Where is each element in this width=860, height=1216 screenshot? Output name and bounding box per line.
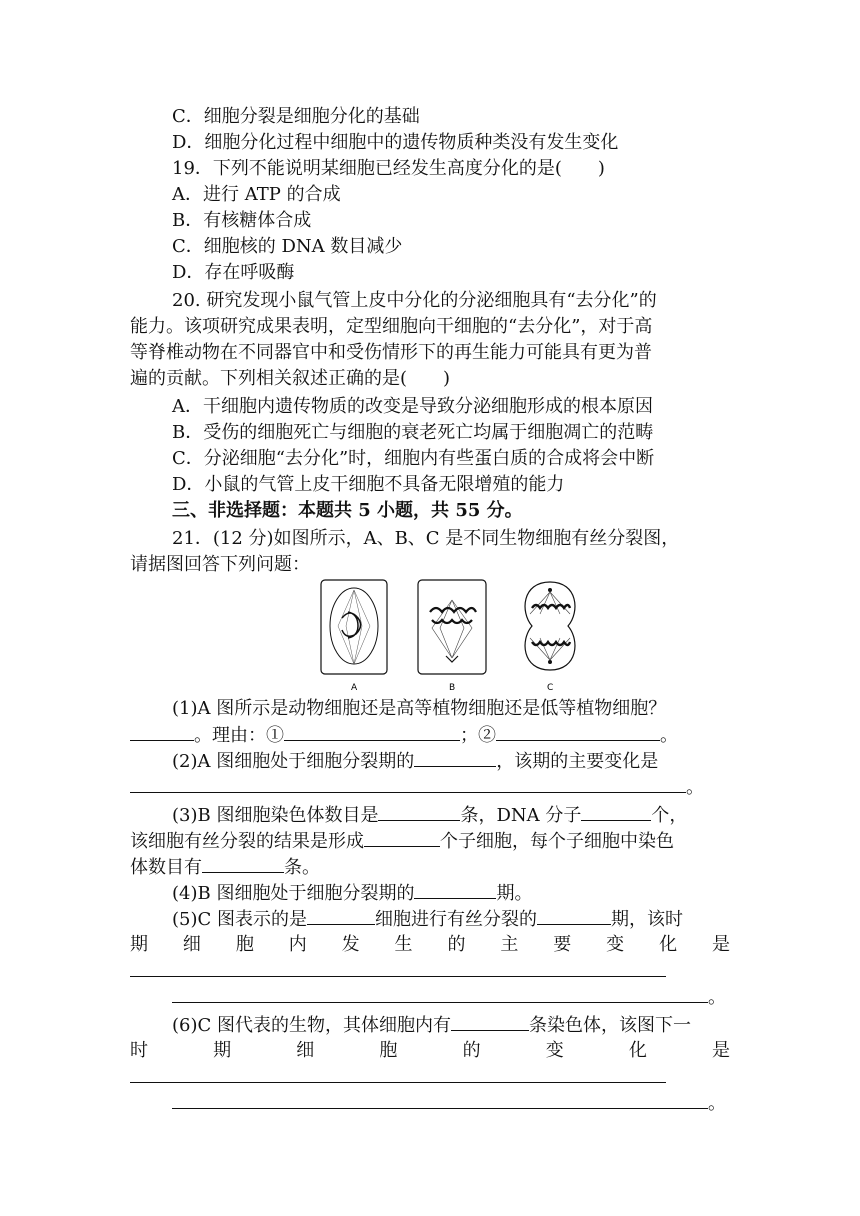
answer-blank[interactable]	[172, 1090, 708, 1109]
q21-part6-answer-line1	[130, 1064, 730, 1091]
q21-part5-question: (5)C 图表示的是 细胞进行有丝分裂的 期，该时	[172, 906, 730, 933]
answer-blank[interactable]	[378, 802, 460, 821]
q21-part1-question: (1)A 图所示是动物细胞还是高等植物细胞还是低等植物细胞？	[172, 698, 667, 719]
q19-stem: 19．下列不能说明某细胞已经发生高度分化的是( )	[172, 158, 605, 179]
answer-blank[interactable]	[130, 722, 194, 741]
q19-option-a: A．进行 ATP 的合成	[172, 184, 341, 205]
section-heading: 三、非选择题：本题共 5 小题，共 55 分。	[172, 500, 523, 521]
q21-part6-line2: 时 期 细 胞 的 变 化 是	[130, 1040, 730, 1061]
mitosis-figure	[318, 578, 588, 694]
answer-blank[interactable]	[284, 722, 460, 741]
answer-blank[interactable]	[172, 984, 708, 1003]
q20-option-a: A．干细胞内遗传物质的改变是导致分泌细胞形成的根本原因	[172, 396, 653, 417]
q20-stem-line4: 遍的贡献。下列相关叙述正确的是( )	[130, 368, 451, 389]
cell-a-diagram	[321, 580, 387, 693]
answer-blank[interactable]	[130, 958, 666, 977]
answer-blank[interactable]	[130, 774, 686, 793]
q21-stem-line1: 21．(12 分)如图所示，A、B、C 是不同生物细胞有丝分裂图，	[172, 528, 680, 549]
q20-option-b: B．受伤的细胞死亡与细胞的衰老死亡均属于细胞凋亡的范畴	[172, 422, 654, 443]
answer-blank[interactable]	[130, 1064, 666, 1083]
q21-part5-line2: 期 细 胞 内 发 生 的 主 要 变 化 是	[130, 934, 730, 955]
q20-option-c: C．分泌细胞“去分化”时，细胞内有些蛋白质的合成将会中断	[172, 448, 655, 469]
q21-part3-question: (3)B 图细胞染色体数目是 条，DNA 分子 个，	[172, 802, 730, 829]
answer-blank[interactable]	[414, 748, 496, 767]
q21-part2-answer-line: 。	[130, 774, 730, 801]
q21-part1-reason-line: 。理由：① ；② 。	[130, 722, 730, 749]
answer-blank[interactable]	[364, 828, 440, 847]
q21-part6-question: (6)C 图代表的生物，其体细胞内有 条染色体，该图下一	[172, 1012, 730, 1039]
cell-b-diagram	[418, 580, 486, 693]
q20-option-d: D．小鼠的气管上皮干细胞不具备无限增殖的能力	[172, 474, 565, 495]
q20-stem-line3: 等脊椎动物在不同器官中和受伤情形下的再生能力可能具有更为普	[130, 342, 652, 363]
q19-option-d: D．存在呼吸酶	[172, 262, 295, 283]
q18-option-c: C．细胞分裂是细胞分化的基础	[172, 106, 420, 127]
answer-blank[interactable]	[496, 722, 660, 741]
q21-part5-answer-line2: 。	[172, 984, 730, 1011]
answer-blank[interactable]	[451, 1012, 529, 1031]
q21-part4-question: (4)B 图细胞处于细胞分裂期的 期。	[172, 880, 730, 907]
figure-label-b: B	[449, 683, 456, 693]
figure-label-c: C	[547, 683, 554, 693]
cell-c-diagram	[525, 582, 575, 693]
q18-option-d: D．细胞分化过程中细胞中的遗传物质种类没有发生变化	[172, 132, 619, 153]
figure-label-a: A	[351, 683, 358, 693]
answer-blank[interactable]	[581, 802, 651, 821]
q21-part3-line3: 体数目有 条。	[130, 854, 730, 881]
q19-option-c: C．细胞核的 DNA 数目减少	[172, 236, 403, 257]
answer-blank[interactable]	[307, 906, 375, 925]
answer-blank[interactable]	[202, 854, 284, 873]
answer-blank[interactable]	[537, 906, 611, 925]
q21-stem-line2: 请据图回答下列问题：	[130, 554, 310, 575]
q21-part3-line2: 该细胞有丝分裂的结果是形成 个子细胞，每个子细胞中染色	[130, 828, 730, 855]
q21-part2-question: (2)A 图细胞处于细胞分裂期的 ，该期的主要变化是	[172, 748, 730, 775]
q21-part6-answer-line2: 。	[172, 1090, 730, 1117]
q20-stem-line1: 20. 研究发现小鼠气管上皮中分化的分泌细胞具有“去分化”的	[172, 290, 657, 311]
q20-stem-line2: 能力。该项研究成果表明，定型细胞向干细胞的“去分化”，对于高	[130, 316, 653, 337]
q19-option-b: B．有核糖体合成	[172, 210, 312, 231]
answer-blank[interactable]	[414, 880, 496, 899]
q21-part5-answer-line1	[130, 958, 730, 985]
